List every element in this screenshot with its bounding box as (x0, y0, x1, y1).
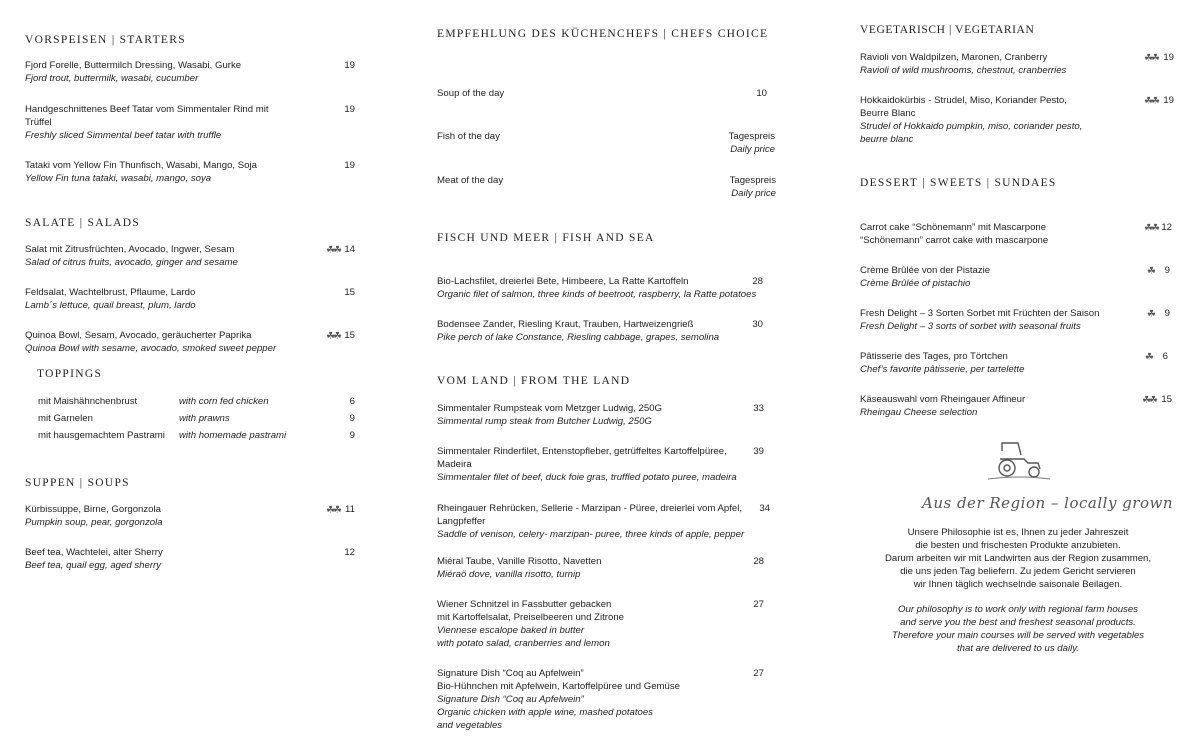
price: 15 (1161, 394, 1172, 405)
vegetarian-leaf-icon: ☘☘ (1142, 395, 1156, 406)
menu-item: Pâtisserie des Tages, pro Törtchen Chef’s favorite pâtisserie, per tartelette ☘ 6 (860, 351, 1168, 375)
menu-item: Handgeschnittenes Beef Tatar vom Simmentaler Rind mit Trüffel Freshly sliced Simmental beef tatar with truffle 19 (25, 104, 355, 141)
philosophy-de: Unsere Philosophie ist es, Ihnen zu jeder Jahreszeit die besten und frischesten Produkte anzubieten. Darum arbeiten wir mit Landwirten aus der Region zusammen, die uns jeden Tag beliefern. Zu jedem Gericht servieren wir Ihnen täglich wechselnde saisonale Beilagen. (884, 527, 1152, 590)
price: 19 (1163, 52, 1174, 63)
chefs-choice-heading: EMPFEHLUNG DES KÜCHENCHEFS | CHEFS CHOICE (437, 28, 769, 40)
vegetarian-leaf-icon: ☘ (1147, 266, 1154, 277)
menu-item: Feldsalat, Wachtelbrust, Pflaume, Lardo Lamb´s lettuce, quail breast, plum, lardo 15 (25, 287, 355, 311)
price: 9 (349, 413, 355, 424)
price: 34 (759, 503, 770, 514)
menu-item: Bodensee Zander, Riesling Kraut, Trauben, Hartweizengrieß Pike perch of lake Constance, Riesling cabbage, grapes, semolina 30 (437, 319, 763, 343)
price: 9 (1164, 265, 1170, 276)
price: 19 (1163, 95, 1174, 106)
menu-item: Fish of the day Tagespreis Daily price (437, 131, 775, 155)
menu-item: Quinoa Bowl, Sesam, Avocado, geräucherter Paprika Quinoa Bowl with sesame, avocado, smoked sweet pepper ☘☘ 15 (25, 330, 355, 354)
menu-item: Crème Brûlée von der Pistazie Crème Brûlée of pistachio ☘ 9 (860, 265, 1170, 289)
region-title: Aus der Region – locally grown (922, 494, 1173, 512)
toppings-heading: TOPPINGS (37, 368, 103, 380)
menu-item: Wiener Schnitzel in Fassbutter gebacken mit Kartoffelsalat, Preiselbeeren und Zitrone Viennese escalope baked in butter with potato salad, cranberries and lemon 27 (437, 599, 764, 649)
menu-item: Salat mit Zitrusfrüchten, Avocado, Ingwer, Sesam Salad of citrus fruits, avocado, ginger and sesame ☘☘ 14 (25, 244, 355, 268)
menu-item: Beef tea, Wachtelei, alter Sherry Beef tea, quail egg, aged sherry 12 (25, 547, 355, 571)
menu-item: Simmentaler Rumpsteak vom Metzger Ludwig, 250G Simmental rump steak from Butcher Ludwig, 250G 33 (437, 403, 764, 427)
price: Tagespreis Daily price (729, 175, 776, 199)
vegetarian-leaf-icon: ☘☘ (326, 331, 340, 342)
price: 6 (349, 396, 355, 407)
menu-item: Signature Dish “Coq au Apfelwein” Bio-Hühnchen mit Apfelwein, Kartoffelpüree und Gemüse Signature Dish “Coq au Apfelwein” Organic chicken with apple wine, mashed potatoes and vegetables 27 (437, 668, 764, 731)
vegetarian-leaf-icon: ☘☘ (326, 505, 340, 516)
menu-item: Kürbissuppe, Birne, Gorgonzola Pumpkin soup, pear, gorgonzola ☘☘ 11 (25, 504, 355, 528)
tractor-icon (988, 441, 1050, 481)
menu-item: Ravioli von Waldpilzen, Maronen, Cranberry Ravioli of wild mushrooms, chestnut, cranberries ☘☘ 19 (860, 52, 1174, 76)
price: 14 (344, 244, 355, 255)
menu-item: Meat of the day Tagespreis Daily price (437, 175, 776, 199)
vegetarian-leaf-icon: ☘☘ (1144, 53, 1158, 64)
price: 10 (756, 88, 767, 99)
vegetarian-leaf-icon: ☘ (1145, 352, 1152, 363)
menu-item: Miéral Taube, Vanille Risotto, Navetten Miéraö dove, vanilla risotto, turnip 28 (437, 556, 764, 580)
price: 9 (1164, 308, 1170, 319)
vegetarian-leaf-icon: ☘☘ (1144, 223, 1158, 234)
price: 30 (752, 319, 763, 330)
menu-item: Tataki vom Yellow Fin Thunfisch, Wasabi, Mango, Soja Yellow Fin tuna tataki, wasabi, mango, soya 19 (25, 160, 355, 184)
price: 12 (344, 547, 355, 558)
salads-heading: SALATE | SALADS (25, 217, 141, 229)
price: 28 (752, 276, 763, 287)
land-heading: VOM LAND | FROM THE LAND (437, 375, 631, 387)
price: 28 (753, 556, 764, 567)
price: 39 (753, 446, 764, 457)
menu-item: Hokkaidokürbis - Strudel, Miso, Koriander Pesto, Beurre Blanc Strudel of Hokkaido pumpkin, miso, coriander pesto, beurre blanc ☘☘ 19 (860, 95, 1174, 145)
price: 19 (344, 104, 355, 115)
price: 9 (349, 430, 355, 441)
menu-item: Bio-Lachsfilet, dreierlei Bete, Himbeere, La Ratte Kartoffeln Organic filet of salmon, three kinds of beetroot, raspberry, la Ratte potatoes 28 (437, 276, 763, 300)
price: Tagespreis Daily price (728, 131, 775, 155)
price: 27 (753, 599, 764, 610)
philosophy-en: Our philosophy is to work only with regional farm houses and serve you the best and freshest seasonal products. Therefore your main courses will be served with vegetables that are delivered to us daily. (891, 604, 1145, 654)
vegetarian-leaf-icon: ☘☘ (326, 245, 340, 256)
dessert-heading: DESSERT | SWEETS | SUNDAES (860, 177, 1057, 189)
soups-heading: SUPPEN | SOUPS (25, 477, 130, 489)
price: 33 (753, 403, 764, 414)
price: 15 (344, 287, 355, 298)
menu-item: Käseauswahl vom Rheingauer Affineur Rheingau Cheese selection ☘☘ 15 (860, 394, 1172, 418)
price: 19 (344, 60, 355, 71)
price: 6 (1162, 351, 1168, 362)
price: 27 (753, 668, 764, 679)
vegetarian-leaf-icon: ☘☘ (1144, 96, 1158, 107)
price: 15 (344, 330, 355, 341)
menu-item: Carrot cake “Schönemann” mit Mascarpone “Schönemann” carrot cake with mascarpone ☘☘ 12 (860, 222, 1172, 246)
price: 19 (344, 160, 355, 171)
starters-heading: VORSPEISEN | STARTERS (25, 34, 186, 46)
vegetarian-leaf-icon: ☘ (1147, 309, 1154, 320)
price: 11 (345, 504, 355, 515)
menu-item: Simmentaler Rinderfilet, Entenstopfleber, getrüffeltes Kartoffelpüree, Madeira Simmentaler filet of beef, duck foie gras, truffled potato puree, madeira 39 (437, 446, 764, 483)
menu-item: Fjord Forelle, Buttermilch Dressing, Wasabi, Gurke Fjord trout, buttermilk, wasabi, cucumber 19 (25, 60, 355, 84)
menu-item: Soup of the day 10 (437, 88, 767, 99)
price: 12 (1161, 222, 1172, 233)
menu-item: Rheingauer Rehrücken, Sellerie - Marzipan - Püree, dreierlei vom Apfel, Langpfeffer Saddle of venison, celery- marzipan- puree, three kinds of apple, pepper 34 (437, 503, 770, 540)
menu-item: Fresh Delight – 3 Sorten Sorbet mit Früchten der Saison Fresh Delight – 3 sorts of sorbet with seasonal fruits ☘ 9 (860, 308, 1170, 332)
fish-heading: FISCH UND MEER | FISH AND SEA (437, 232, 655, 244)
vegetarian-heading: VEGETARISCH | VEGETARIAN (860, 24, 1035, 36)
